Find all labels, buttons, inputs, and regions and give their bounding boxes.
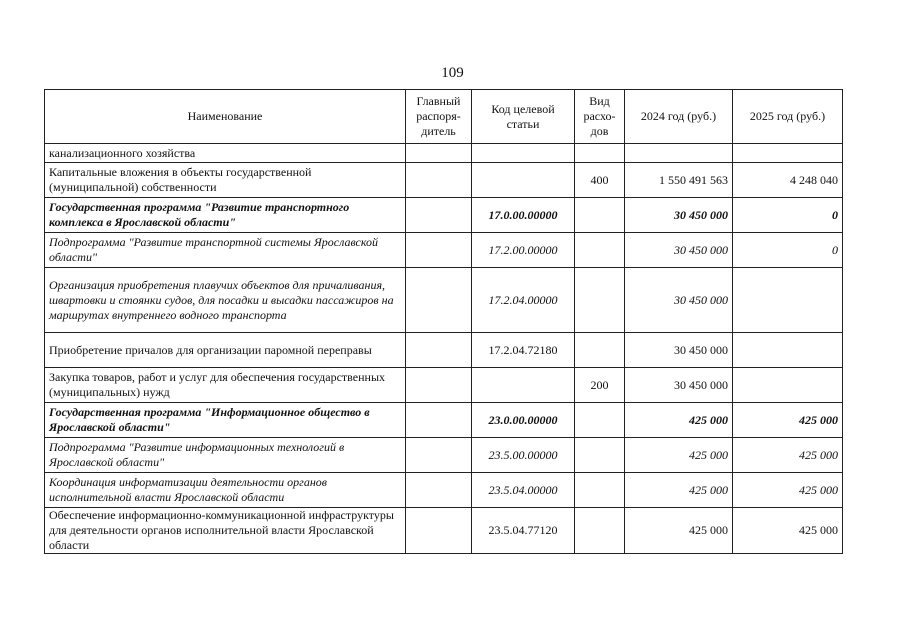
row-code: 17.2.04.00000: [472, 268, 575, 333]
row-2024: 30 450 000: [625, 268, 733, 333]
table-row: [45, 473, 843, 508]
table-row: [45, 438, 843, 473]
row-chief: [406, 368, 472, 403]
budget-table: [44, 89, 843, 554]
row-name: Приобретение причалов для организации паромной переправы: [45, 333, 406, 368]
table-row: [45, 368, 843, 403]
row-2024: 425 000: [625, 438, 733, 473]
row-name: Капитальные вложения в объекты государственной (муниципальной) собственности: [45, 163, 406, 198]
row-2025: 0: [733, 233, 843, 268]
row-chief: [406, 163, 472, 198]
row-chief: [406, 473, 472, 508]
header-name: Наименование: [45, 90, 406, 144]
row-code: 23.5.04.00000: [472, 473, 575, 508]
row-chief: [406, 198, 472, 233]
row-vid: [575, 144, 625, 163]
page-number: 109: [441, 65, 464, 81]
row-name: Подпрограмма "Развитие информационных технологий в Ярославской области": [45, 438, 406, 473]
row-name: Закупка товаров, работ и услуг для обеспечения государственных (муниципальных) нужд: [45, 368, 406, 403]
row-2025: 0: [733, 198, 843, 233]
row-vid: [575, 198, 625, 233]
table-header-row: [45, 90, 843, 144]
row-code: [472, 163, 575, 198]
row-vid: [575, 333, 625, 368]
row-name: Государственная программа "Развитие транспортного комплекса в Ярославской области": [45, 198, 406, 233]
row-2024: 425 000: [625, 473, 733, 508]
row-vid: 400: [575, 163, 625, 198]
row-2025: [733, 268, 843, 333]
row-name: Государственная программа "Информационное общество в Ярославской области": [45, 403, 406, 438]
row-chief: [406, 508, 472, 554]
table-row: [45, 198, 843, 233]
row-chief: [406, 268, 472, 333]
row-2024: 30 450 000: [625, 368, 733, 403]
row-2024: [625, 144, 733, 163]
row-name: Подпрограмма "Развитие транспортной системы Ярославской области": [45, 233, 406, 268]
table-row: [45, 144, 843, 163]
table-row: [45, 333, 843, 368]
row-2025: [733, 144, 843, 163]
row-chief: [406, 233, 472, 268]
table-row: [45, 268, 843, 333]
row-chief: [406, 438, 472, 473]
row-chief: [406, 144, 472, 163]
row-vid: 200: [575, 368, 625, 403]
row-vid: [575, 403, 625, 438]
row-2025: 425 000: [733, 508, 843, 554]
row-2025: 425 000: [733, 473, 843, 508]
row-2025: 425 000: [733, 403, 843, 438]
row-name: Организация приобретения плавучих объектов для причаливания, швартовки и стоянки судов, для посадки и высадки пассажиров на маршрутах внутреннего водного транспорта: [45, 268, 406, 333]
row-chief: [406, 403, 472, 438]
row-code: 17.2.04.72180: [472, 333, 575, 368]
row-chief: [406, 333, 472, 368]
row-code: 17.2.00.00000: [472, 233, 575, 268]
row-vid: [575, 268, 625, 333]
row-2024: 425 000: [625, 403, 733, 438]
table-row: [45, 508, 843, 554]
row-2024: 30 450 000: [625, 233, 733, 268]
row-vid: [575, 233, 625, 268]
header-code: Код целевой статьи: [472, 90, 575, 144]
row-2025: [733, 333, 843, 368]
row-code: 17.0.00.00000: [472, 198, 575, 233]
header-chief: Главный распоря-дитель: [406, 90, 472, 144]
row-name: канализационного хозяйства: [45, 144, 406, 163]
header-2024: 2024 год (руб.): [625, 90, 733, 144]
header-vid: Вид расхо-дов: [575, 90, 625, 144]
row-2024: 1 550 491 563: [625, 163, 733, 198]
row-2024: 30 450 000: [625, 333, 733, 368]
row-code: 23.5.00.00000: [472, 438, 575, 473]
row-2025: 4 248 040: [733, 163, 843, 198]
row-vid: [575, 438, 625, 473]
row-vid: [575, 473, 625, 508]
table-row: [45, 163, 843, 198]
row-name: Обеспечение информационно-коммуникационной инфраструктуры для деятельности органов исполнительной власти Ярославской области: [45, 508, 406, 554]
row-code: [472, 144, 575, 163]
row-name: Координация информатизации деятельности органов исполнительной власти Ярославской области: [45, 473, 406, 508]
row-2025: [733, 368, 843, 403]
header-2025: 2025 год (руб.): [733, 90, 843, 144]
row-code: 23.0.00.00000: [472, 403, 575, 438]
row-vid: [575, 508, 625, 554]
row-code: [472, 368, 575, 403]
row-code: 23.5.04.77120: [472, 508, 575, 554]
table-row: [45, 403, 843, 438]
row-2024: 425 000: [625, 508, 733, 554]
row-2024: 30 450 000: [625, 198, 733, 233]
table-row: [45, 233, 843, 268]
row-2025: 425 000: [733, 438, 843, 473]
